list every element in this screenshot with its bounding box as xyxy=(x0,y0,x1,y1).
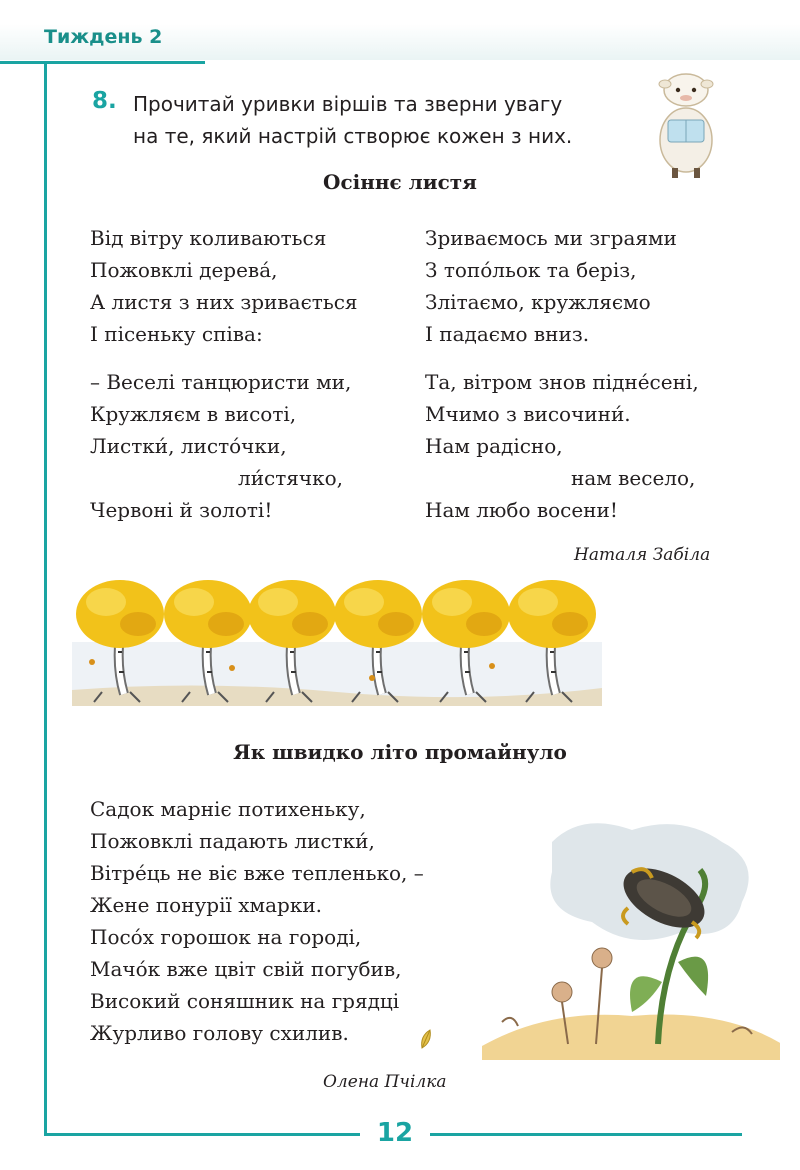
poem-line: Листки́, листо́чки, xyxy=(90,434,287,458)
poem-line: Посо́х горошок на городі, xyxy=(90,925,362,949)
poem-line: Нам любо восени! xyxy=(425,498,618,522)
fallen-leaf-icon xyxy=(418,1026,440,1052)
poem-column-left xyxy=(90,222,358,526)
sheep-reading-icon xyxy=(650,68,722,180)
task-instruction xyxy=(133,88,633,152)
poem-line: Пожовклі падають листки́, xyxy=(90,829,375,853)
poem-line: Та, вітром знов підне́сені, xyxy=(425,370,699,394)
poem-line: Кружляєм в висоті, xyxy=(90,402,297,426)
stanza-gap xyxy=(90,350,358,366)
poem-line: Садок марніє потихеньку, xyxy=(90,797,366,821)
poem-body xyxy=(90,793,424,1049)
stanza-gap xyxy=(425,350,699,366)
poem-line: Нам радісно, xyxy=(425,434,563,458)
poem-line: Від вітру коливаються xyxy=(90,226,327,250)
poem-line: Пожовклі дерева́, xyxy=(90,258,278,282)
poem-line: Високий соняшник на грядці xyxy=(90,989,400,1013)
poem-line: І пісеньку співа: xyxy=(90,322,263,346)
task-line: Прочитай уривки віршів та зверни увагу xyxy=(133,92,563,116)
poem-line: Вітре́ць не віє вже тепленько, – xyxy=(90,861,424,885)
task-number: 8. xyxy=(92,88,117,114)
footer-rule-left xyxy=(44,1133,360,1136)
task-line: на те, який настрій створює кожен з них. xyxy=(133,124,573,148)
poem-column-right xyxy=(425,222,699,526)
week-label: Тиждень 2 xyxy=(44,26,163,48)
page-number: 12 xyxy=(376,1118,414,1148)
poem-line: Жене понурії хмарки. xyxy=(90,893,323,917)
poem-line: І падаємо вниз. xyxy=(425,322,590,346)
poem-line: З топо́льок та беріз, xyxy=(425,258,637,282)
header-rule xyxy=(0,61,205,64)
poem-line: нам весело, xyxy=(571,466,696,490)
poem-line: ли́стячко, xyxy=(238,466,344,490)
dancing-birch-trees xyxy=(72,572,602,712)
poem-line: Червоні й золоті! xyxy=(90,498,273,522)
poem-line: Мачо́к вже цвіт свій погубив, xyxy=(90,957,402,981)
wilted-sunflower xyxy=(482,812,780,1060)
left-margin-rule xyxy=(44,61,47,1135)
poem-line: – Веселі танцюристи ми, xyxy=(90,370,352,394)
poem-line: Зриваємось ми зграями xyxy=(425,226,677,250)
poem-author: Наталя Забіла xyxy=(574,545,711,565)
poem-line: А листя з них зривається xyxy=(90,290,358,314)
poem-title: Як швидко літо промайнуло xyxy=(233,740,567,764)
poem-line: Журливо голову схилив. xyxy=(90,1021,349,1045)
poem-title: Осіннє листя xyxy=(323,170,477,194)
poem-author: Олена Пчілка xyxy=(323,1072,447,1092)
footer-rule-right xyxy=(430,1133,742,1136)
poem-line: Мчимо з височини́. xyxy=(425,402,631,426)
poem-line: Злітаємо, кружляємо xyxy=(425,290,651,314)
